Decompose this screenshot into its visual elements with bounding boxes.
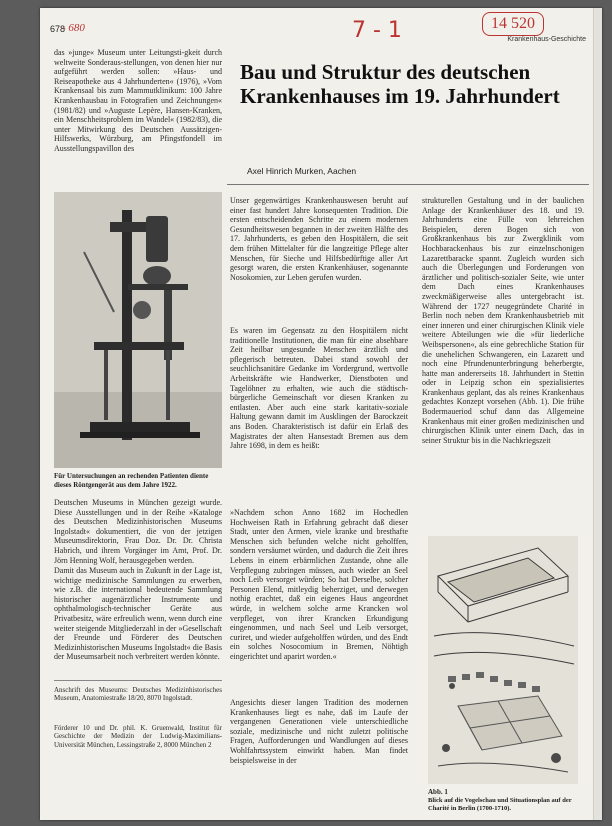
photo-caption: Für Untersuchungen an rechenden Patienten diente dieses Röntgengerät aus dem Jahre 1922.: [54, 472, 209, 489]
handwritten-mark: 7 - 1: [352, 18, 402, 43]
title-rule: [227, 184, 589, 185]
left-column-mid-text-2: Damit das Museum auch in Zukunft in der Lage ist, wichtige medizinische Sammlungen zu erwerben, wie z.B. die international bedeutende Sammlung historischer augenärztlicher Instrumente und ophthalmologisch-technischer Geräte aus Privatbesitz, wäre erfreulich wenn, wenn durch eine weiter steigende Mitgliederzahl in der »Gesellschaft der Freunde und Förderer des Deutschen Medizinhistorischen Museums Ingolstadt« die Basis der Museumsarbeit noch verbreitert werden könnte.: [54, 566, 222, 662]
figure-caption: Blick auf die Vogelschau und Situationsplan auf der Charité in Berlin (1700-1710).: [428, 797, 572, 812]
figure-label: Abb. 1: [428, 788, 448, 796]
left-column-mid-text: Deutschen Museums in München gezeigt wurde. Diese Ausstellungen und in der Reihe »Kataloge des Deutschen Medizinhistorischen Museums Ingolstadt« dokumentiert, die von der jetzigen Museumsdirektorin, Frau Doz. Dr. Dr. Christa Habrich, und ihrem Vorgänger im Amt, Prof. Dr. Jörn Henning Wolf, herausgegeben werden.: [54, 498, 222, 565]
handwritten-page-note: - 680: [62, 22, 85, 34]
middle-column-paragraph-1: Unser gegenwärtiges Krankenhauswesen beruht auf einer fast hundert Jahre konsequenten Tradition. Die ersten entscheidenden Schritte zu einem modernen Gesundheitswesen begannen in der zweiten Hälfte des 17. Jahrhunderts, es geben den Hospitälern, die seit dem frühen Mittelalter für die langzeitige Pflege alter Menschen, für Sieche und Hilfsbedürftige aller Art gesorgt waren, die ersten Krankenhäuser, sogenannte Nosokomien, zur Leben gerufen wurden.: [230, 196, 408, 282]
xray-apparatus-photo: [54, 192, 222, 468]
document-page: [40, 8, 602, 820]
middle-column-paragraph-4: Angesichts dieser langen Tradition des modernen Krankenhauses liegt es nahe, daß im Laufe der vergangenen Generationen viele unterschiedliche soziale, medizinische und nicht zuletzt politische Fragen, Aufforderungen und Wandlungen auf dieses Wohlfahrtssystem einwirkt haben. Man findet beispielsweise in der: [230, 698, 408, 765]
page-number: 678: [50, 24, 66, 34]
charite-plan-illustration: [428, 536, 578, 784]
article-title: Bau und Struktur des deutschen Krankenhauses im 19. Jahrhundert: [240, 60, 560, 108]
footnote-address: Anschrift des Museums: Deutsches Medizinhistorisches Museum, Anatomiestraße 18/20, 8070 Ingolstadt.: [54, 686, 222, 703]
footnote-divider: [54, 680, 222, 681]
running-head: Krankenhaus-Geschichte: [507, 36, 586, 43]
left-column-top-text: das »junge« Museum unter Leitungsti-gkeit durch weltweite Sonderaus-stellungen, von denen hier nur aufgeführt werden sollen: »Haus- und Reiseapotheke aus 4 Jahrhunderten« (1976), »Vom Krankensaal bis zum Mammutklinikum: 100 Jahre Krankenhausbau in Fotografien und Zeichnungen« (1981/82) und »Auguste Lepère, Hansen-Kranken, ein Menschheitsproblem im Wandel« (1982/83), die unter Mitwirkung des Deutschen Aussätzigen-Hilfswerks, Würzburg, am Pfingstfondell im Ausstellungspavillon des: [54, 48, 222, 153]
handwritten-archive-number: 14 520: [482, 12, 544, 36]
middle-column-paragraph-2: Es waren im Gegensatz zu den Hospitälern nicht traditionelle Institutionen, die man für eine absehbare Zeit heilbar ungesunde Menschen ärztlich und pflegerisch betreuten. Dabei stand sowohl der seuchlichsanitäre Gedanke im Vordergrund, wertvolle Arbeitskräfte wie Handwerker, Dienstboten und Tagelöhner zu erhalten, wie auch die städtisch-bürgerliche Gemeinschaft vor diesen Kranken zu entlasten. Aber auch eine stark karitativ-soziale Haltung gewann damit im Ausklingen der Barockzeit ans Boden. Charakteristisch ist dafür ein Erlaß des Magistrates der alten Hansestadt Bremen aus dem Jahre 1698, in dem es heißt:: [230, 326, 408, 451]
page-edge: [593, 8, 602, 820]
footnote-author: Förderer 10 und Dr. phil. K. Gruenwald, Institut für Geschichte der Medizin der Ludwig-Maximilians-Universität München, Lessingstraße 2, 8000 München 2: [54, 724, 222, 749]
article-author: Axel Hinrich Murken, Aachen: [247, 166, 357, 176]
middle-column-quote: »Nachdem schon Anno 1682 im Hochedlen Hochweisen Rath in Erfahrung gebracht daß dieser Stadt, unter den Armen, viele kranke und bresthafte Menschen sich befunden welche nicht geholffen, sondern versäumet würden, und dadurch die Zeit ihres Lebens in einem erbärmlichen Zustande, ohne alle Verpflegung zubringen müssen, auch wieder an Seel noch Leib versorget würden; So hat Derselbe, solcher Personen Elend, mitleydig beherziget, und derwegen nothig erachtet, daß ein eigenes Haus angeordnet würde, in welchem solche arme Krancken wol verpfleget, von ihrer Krancken Erkundigung eingenommen, und nach Seel und Leib versorget, curiret, und wieder aufgeholffen würden, und des Endt ein solches Nosocomium in Bremen, Nöhtigh eingerichtet und aparirt worden.«: [230, 508, 408, 661]
right-column-text: strukturellen Gestaltung und in der baulichen Anlage der Krankenhäuser des 18. und 19. Jahrhunderts eine Fülle von lehrreichen Beispielen, deren Bogen sich von Großkrankenhaus bis zur Zwergklinik vom Hochbarackenhaus bis zur einzelnschonigen Lazarettbaracke spannt. Zugleich wurden sich auch die Überlegungen und Forderungen von ärztlicher und politisch-sozialer Seite, wie unter dem Dach eines Krankenhauses zweckmäßigerweise alles untergebracht ist. Während der 1727 neugegründete Charité in Berlin noch neben dem Krankenhausbetrieb mit einer inneren und einer chirurgischen Klinik viele weitere Abteilungen wie die »für liederliche Weibspersonen«, als eine gebrechliche Station für die unehelichen Schwangeren, ein Lazarett und noch eine Pfrundenunterbringung beherbergte, hatte man andererseits 18. Jahrhundert in Stettin oder in Leipzig schon ein spezialisiertes Krankenhaus geplant, das als reines Krankenhaus gedachtes Konzept vorsehen (Abb. 1). Die frühe Bodermaueriod schuf dann das Allgemeine Krankenhaus mit einer großen medizinischen und chirurgischen Klinik unter einem Dach, das in seiner Struktur bis in die Nachkriegszeit: [422, 196, 584, 445]
